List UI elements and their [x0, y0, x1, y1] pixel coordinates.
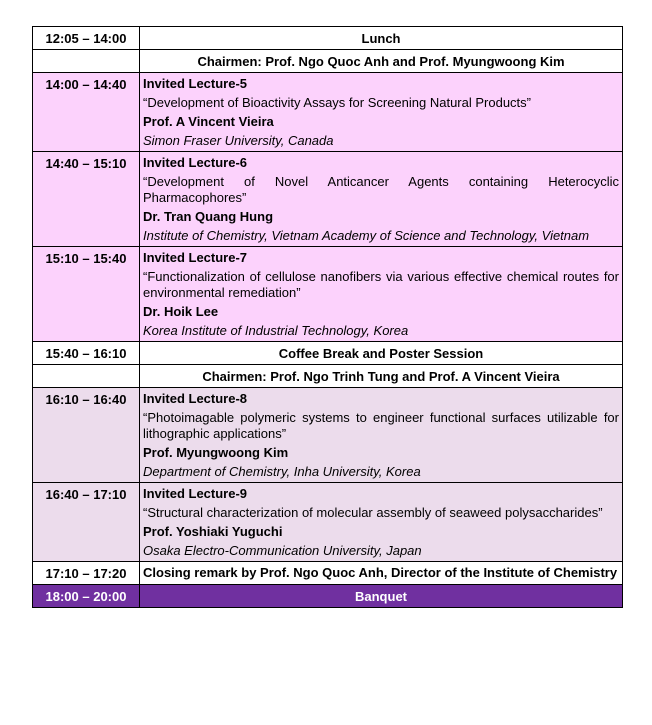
chairmen-label: Chairmen: Prof. Ngo Trinh Tung and Prof. A Vincent Vieira	[140, 365, 623, 388]
schedule-row-lecture	[33, 388, 623, 483]
schedule-row-lecture	[33, 247, 623, 342]
time-cell: 14:00 – 14:40	[33, 73, 140, 152]
time-cell: 18:00 – 20:00	[33, 585, 140, 608]
lecture-description: “Photoimagable polymeric systems to engineer functional surfaces utilizable for lithographic applications”	[143, 410, 619, 441]
schedule-row-coffee-break	[33, 342, 623, 365]
time-cell: 16:10 – 16:40	[33, 388, 140, 483]
time-cell: 15:10 – 15:40	[33, 247, 140, 342]
closing-cell	[140, 562, 623, 585]
lecture-affiliation: Osaka Electro-Communication University, Japan	[143, 543, 422, 558]
lecture-affiliation: Institute of Chemistry, Vietnam Academy of Science and Technology, Vietnam	[143, 228, 590, 243]
lecture-cell	[140, 73, 623, 152]
lecture-title: Invited Lecture-7	[143, 250, 248, 265]
schedule-row-banquet	[33, 585, 623, 608]
schedule-row-chairmen	[33, 365, 623, 388]
time-cell: 12:05 – 14:00	[33, 27, 140, 50]
lecture-description: “Development of Novel Anticancer Agents containing Heterocyclic Pharmacophores”	[143, 174, 619, 205]
lecture-speaker: Prof. A Vincent Vieira	[143, 114, 274, 129]
lecture-description: “Structural characterization of molecular assembly of seaweed polysaccharides”	[143, 505, 603, 520]
lecture-description: “Development of Bioactivity Assays for Screening Natural Products”	[143, 95, 532, 110]
closing-remark: Closing remark by Prof. Ngo Quoc Anh, Director of the Institute of Chemistry	[143, 565, 618, 580]
chairmen-label: Chairmen: Prof. Ngo Quoc Anh and Prof. Myungwoong Kim	[140, 50, 623, 73]
time-cell: 15:40 – 16:10	[33, 342, 140, 365]
schedule-row-lecture	[33, 152, 623, 247]
break-label: Coffee Break and Poster Session	[140, 342, 623, 365]
schedule-row-lecture	[33, 73, 623, 152]
lecture-speaker: Dr. Hoik Lee	[143, 304, 219, 319]
schedule-table	[32, 26, 623, 608]
lecture-cell	[140, 152, 623, 247]
schedule-row-chairmen	[33, 50, 623, 73]
lecture-affiliation: Simon Fraser University, Canada	[143, 133, 334, 148]
lecture-affiliation: Department of Chemistry, Inha University, Korea	[143, 464, 421, 479]
lecture-speaker: Prof. Yoshiaki Yuguchi	[143, 524, 283, 539]
time-cell: 14:40 – 15:10	[33, 152, 140, 247]
lecture-title: Invited Lecture-8	[143, 391, 248, 406]
time-cell: 16:40 – 17:10	[33, 483, 140, 562]
time-cell	[33, 365, 140, 388]
schedule-row-lunch	[33, 27, 623, 50]
lecture-cell	[140, 388, 623, 483]
time-cell: 17:10 – 17:20	[33, 562, 140, 585]
lecture-cell	[140, 247, 623, 342]
lecture-title: Invited Lecture-9	[143, 486, 248, 501]
schedule-row-closing	[33, 562, 623, 585]
banquet-label: Banquet	[140, 585, 623, 608]
schedule-row-lecture	[33, 483, 623, 562]
lecture-description: “Functionalization of cellulose nanofibers via various effective chemical routes for environmental remediation”	[143, 269, 619, 300]
lecture-speaker: Dr. Tran Quang Hung	[143, 209, 274, 224]
lecture-affiliation: Korea Institute of Industrial Technology, Korea	[143, 323, 409, 338]
break-label: Lunch	[140, 27, 623, 50]
lecture-title: Invited Lecture-5	[143, 76, 248, 91]
time-cell	[33, 50, 140, 73]
lecture-cell	[140, 483, 623, 562]
lecture-speaker: Prof. Myungwoong Kim	[143, 445, 289, 460]
lecture-title: Invited Lecture-6	[143, 155, 248, 170]
